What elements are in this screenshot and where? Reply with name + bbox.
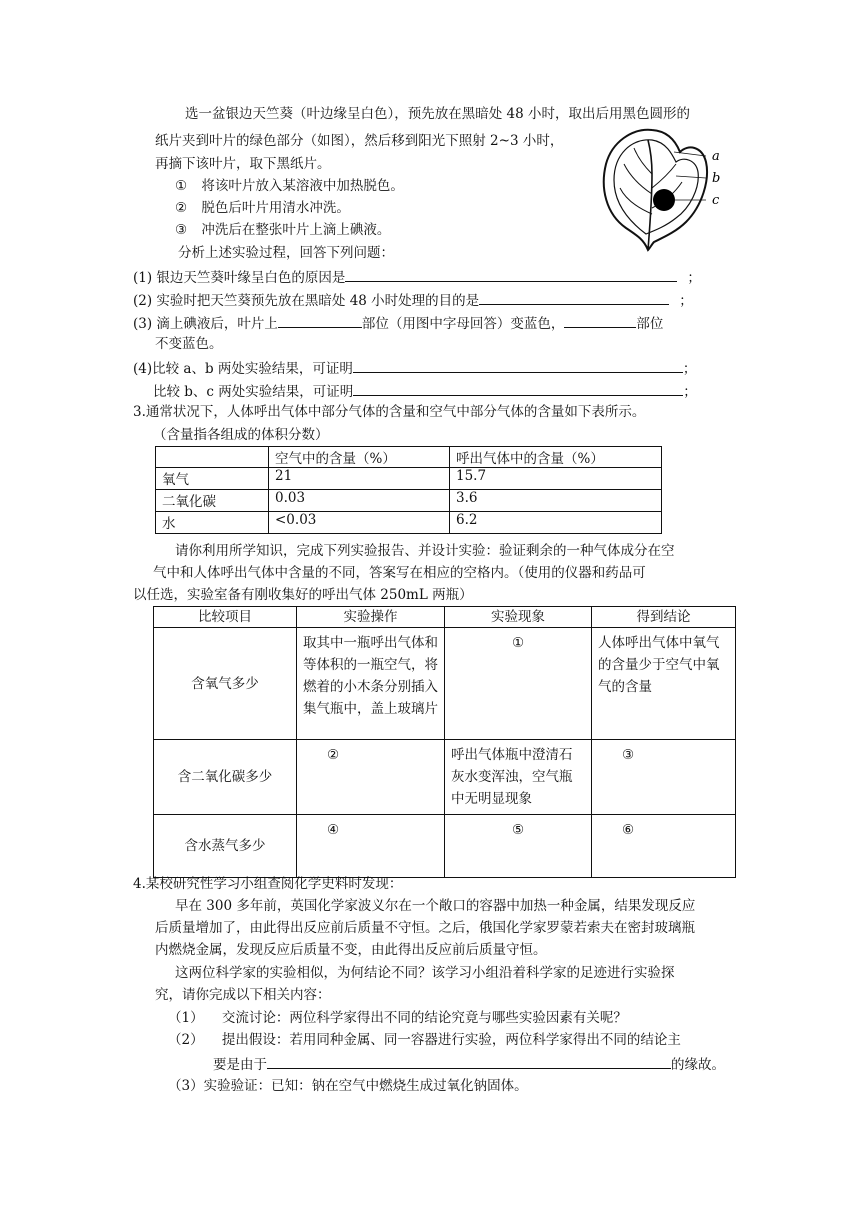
table-header-row: [156, 447, 662, 468]
table-cell: 取其中一瓶呼出气体和等体积的一瓶空气，将燃着的小木条分别插入集气瓶中，盖上玻璃片: [297, 628, 445, 740]
table-cell: 0.03: [269, 490, 450, 512]
section-3-para-2: 气中和人体呼出气体中含量的不同，答案写在相应的空格内。（使用的仪器和药品可: [153, 565, 646, 581]
answer-blank-q4b[interactable]: [353, 380, 683, 396]
table-cell: 人体呼出气体中氧气的含量少于空气中氧气的含量: [592, 628, 736, 740]
item-1-num: （1）: [168, 1010, 204, 1026]
question-2: (2) 实验时把天竺葵预先放在黑暗处 48 小时处理的目的是 ；: [133, 289, 693, 311]
question-3-cont: 不变蓝色。: [155, 336, 223, 352]
table-row: [154, 740, 736, 815]
table-header-cell: 呼出气体中的含量（%）: [450, 447, 662, 468]
step-3: [175, 220, 390, 240]
table-row: [154, 628, 736, 740]
table-cell: 含二氧化碳多少: [154, 740, 297, 815]
step-3-num: ③: [175, 222, 188, 238]
section-3-para-1: 请你利用所学知识，完成下列实验报告、并设计实验：验证剩余的一种气体成分在空: [175, 543, 675, 559]
item-3: （3）实验验证：已知：钠在空气中燃烧生成过氧化钠固体。: [168, 1078, 528, 1094]
table-cell: 15.7: [450, 468, 662, 490]
leaf-outline: [604, 130, 707, 250]
answer-blank-hypothesis[interactable]: [267, 1053, 671, 1069]
answer-cell[interactable]: ①: [445, 628, 592, 740]
table-header-cell: 实验操作: [297, 607, 445, 628]
section-3-para-3: 以任选，实验室备有刚收集好的呼出气体 250mL 两瓶）: [133, 587, 473, 603]
section-3-note: （含量指各组成的体积分数）: [153, 427, 329, 443]
table-cell: 3.6: [450, 490, 662, 512]
question-4b: 比较 b、c 两处实验结果，可证明 ；: [153, 380, 697, 402]
step-1-text: 将该叶片放入某溶液中加热脱色。: [201, 178, 404, 194]
step-2-num: ②: [175, 200, 188, 216]
table-cell: 21: [269, 468, 450, 490]
black-paper-circle: [653, 189, 675, 211]
table-header-cell: 空气中的含量（%）: [269, 447, 450, 468]
gas-content-table: [155, 446, 662, 534]
section-4-para-4: 这两位科学家的实验相似，为何结论不同？该学习小组沿着科学家的足迹进行实验探: [175, 965, 675, 981]
item-2-num: （2）: [168, 1032, 204, 1048]
intro-line-3: 再摘下该叶片，取下黑纸片。: [155, 156, 331, 172]
intro-line-2: 纸片夹到叶片的绿色部分（如图），然后移到阳光下照射 2~3 小时，: [155, 133, 564, 149]
figure-label-c: c: [712, 193, 720, 208]
table-cell: 呼出气体瓶中澄清石灰水变浑浊，空气瓶中无明显现象: [445, 740, 592, 815]
step-1: [175, 176, 404, 196]
answer-cell[interactable]: ④: [297, 815, 445, 878]
answer-blank-q3-blue[interactable]: [278, 312, 362, 328]
section-3-title: 3.通常状况下，人体呼出气体中部分气体的含量和空气中部分气体的含量如下表所示。: [133, 404, 646, 420]
answer-cell[interactable]: ⑥: [592, 815, 736, 878]
table-header-cell: 得到结论: [592, 607, 736, 628]
question-3: (3) 滴上碘液后，叶片上 部位（用图中字母回答）变蓝色， 部位: [133, 312, 663, 334]
table-header-cell: [156, 447, 269, 468]
step-3-text: 冲洗后在整张叶片上滴上碘液。: [201, 222, 391, 238]
table-cell: 含氧气多少: [154, 628, 297, 740]
step-1-num: ①: [175, 178, 188, 194]
item-2-cont: 要是由于 的缘故。: [213, 1053, 725, 1075]
intro-line-1: 选一盆银边天竺葵（叶边缘呈白色），预先放在黑暗处 48 小时，取出后用黑色圆形的: [185, 106, 691, 122]
section-4-para-1: 早在 300 多年前，英国化学家波义尔在一个敞口的容器中加热一种金属，结果发现反应: [175, 898, 696, 914]
table-header-cell: 比较项目: [154, 607, 297, 628]
answer-blank-q1[interactable]: [345, 266, 677, 282]
table-cell: <0.03: [269, 512, 450, 534]
answer-blank-q3-notblue[interactable]: [564, 312, 636, 328]
answer-blank-q2[interactable]: [479, 289, 669, 305]
answer-cell[interactable]: ⑤: [445, 815, 592, 878]
table-row: [154, 815, 736, 878]
table-cell: 氧气: [156, 468, 269, 490]
question-4a: (4)比较 a、b 两处实验结果，可证明 ；: [133, 357, 696, 379]
section-4-title: 4.某校研究性学习小组查阅化学史料时发现：: [133, 876, 403, 892]
item-2-text: 提出假设：若用同种金属、同一容器进行实验，两位科学家得出不同的结论主: [221, 1032, 681, 1048]
table-header-row: [154, 607, 736, 628]
section-4-para-3: 内燃烧金属，发现反应后质量不变，由此得出反应前后质量守恒。: [155, 942, 547, 958]
figure-label-a: a: [712, 149, 720, 164]
question-1: (1) 银边天竺葵叶缘呈白色的原因是 ；: [133, 266, 701, 288]
table-cell: 二氧化碳: [156, 490, 269, 512]
step-2-text: 脱色后叶片用清水冲洗。: [201, 200, 350, 216]
table-cell: 含水蒸气多少: [154, 815, 297, 878]
table-row: [156, 490, 662, 512]
table-cell: 水: [156, 512, 269, 534]
table-header-cell: 实验现象: [445, 607, 592, 628]
item-2: [168, 1030, 681, 1050]
table-cell: 6.2: [450, 512, 662, 534]
answer-cell[interactable]: ③: [592, 740, 736, 815]
table-row: [156, 512, 662, 534]
item-1: [168, 1008, 627, 1028]
answer-cell[interactable]: ②: [297, 740, 445, 815]
experiment-report-table: [153, 606, 736, 878]
step-2: [175, 198, 350, 218]
answer-blank-q4a[interactable]: [353, 357, 683, 373]
figure-label-b: b: [712, 171, 721, 186]
table-row: [156, 468, 662, 490]
section-4-para-5: 究，请你完成以下相关内容：: [155, 987, 331, 1003]
item-1-text: 交流讨论：两位科学家得出不同的结论究竟与哪些实验因素有关呢？: [221, 1010, 627, 1026]
analysis-prompt: 分析上述实验过程，回答下列问题：: [178, 245, 394, 261]
section-4-para-2: 后质量增加了，由此得出反应前后质量不守恒。之后，俄国化学家罗蒙若索夫在密封玻璃瓶: [155, 920, 695, 936]
leaf-figure: [598, 124, 728, 254]
